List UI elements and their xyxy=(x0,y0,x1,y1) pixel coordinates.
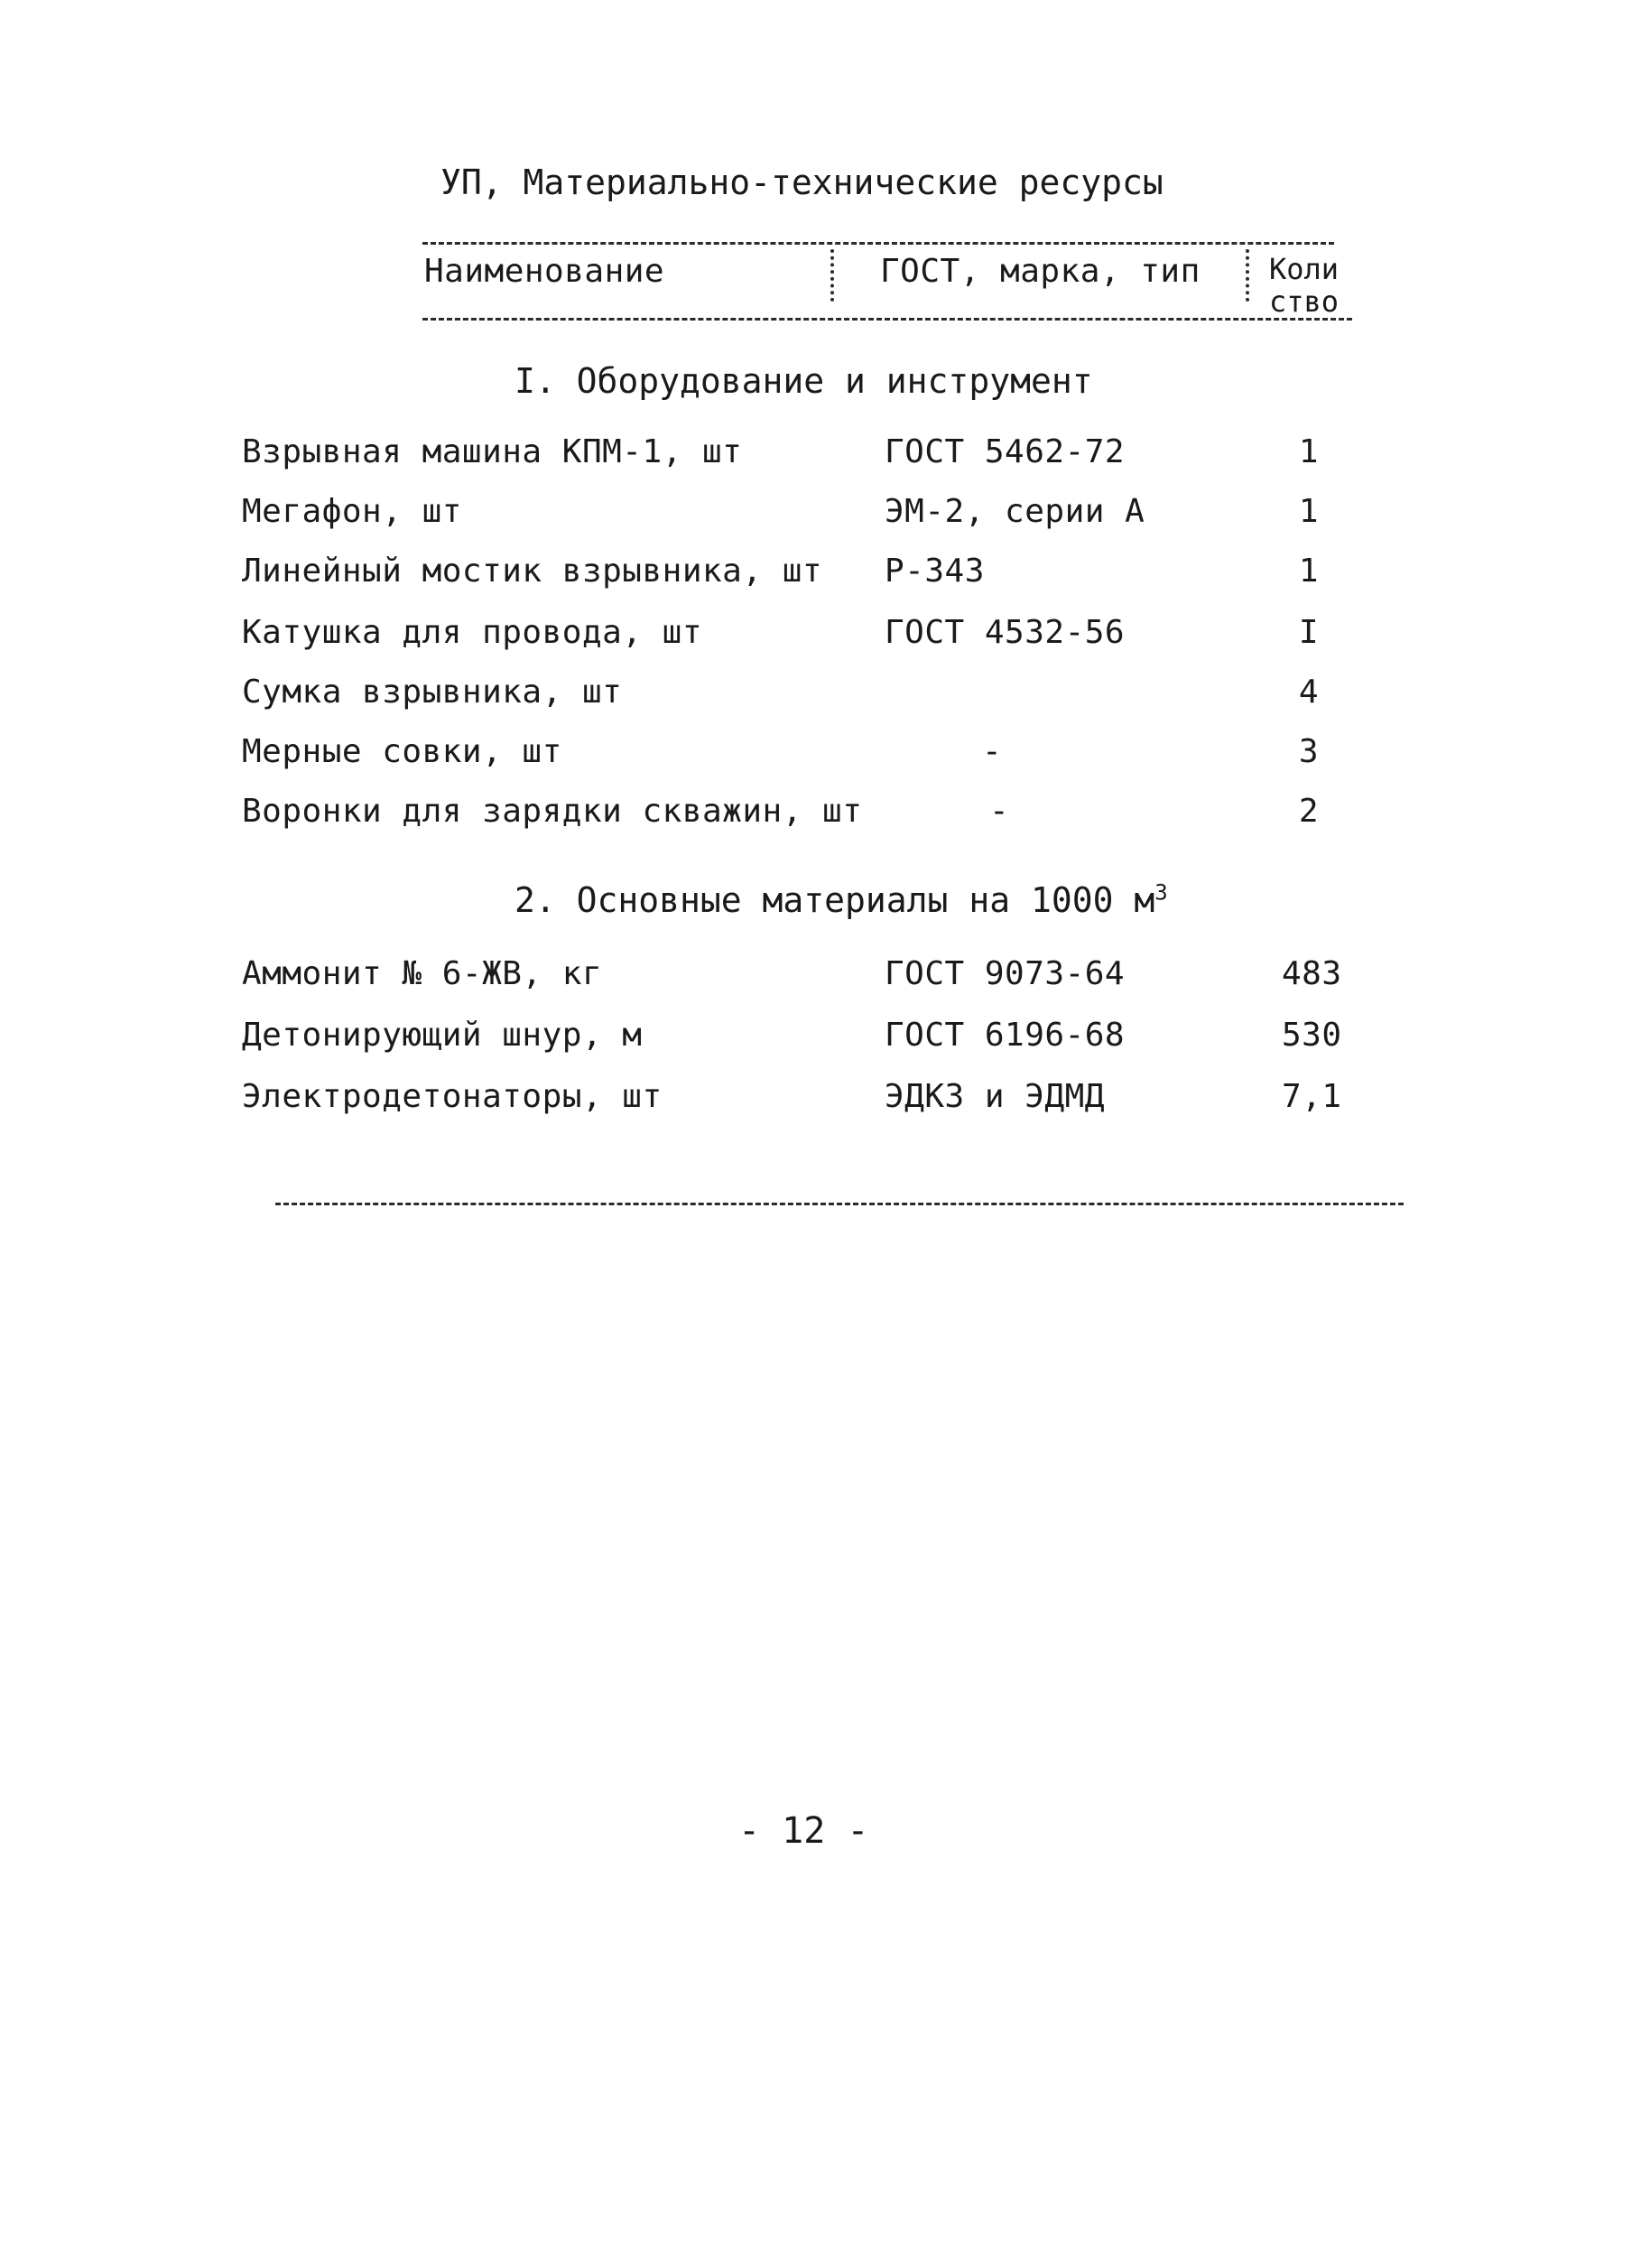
table-row-qty: 4 xyxy=(1298,674,1320,711)
table-row-name: Катушка для провода, шт xyxy=(242,614,702,651)
section-title-materials-text: 2. Основные материалы на 1000 м xyxy=(515,880,1155,920)
table-row-gost: - xyxy=(982,733,1003,770)
table-row-gost: ЭМ-2, серии А xyxy=(885,493,1145,530)
table-row-name: Линейный мостик взрывника, шт xyxy=(242,553,823,590)
column-header-quantity-line2: ство xyxy=(1269,284,1340,319)
table-row-qty: 1 xyxy=(1298,553,1320,590)
header-bottom-rule xyxy=(422,318,1352,321)
header-top-rule xyxy=(422,242,1334,245)
table-row-gost: ЭДКЗ и ЭДМД xyxy=(885,1078,1105,1115)
table-row-gost: ГОСТ 5462-72 xyxy=(885,433,1126,470)
page-title: УП, Материально-технические ресурсы xyxy=(440,163,1164,202)
table-row-qty: 7,1 xyxy=(1282,1078,1342,1115)
table-row-name: Воронки для зарядки скважин, шт xyxy=(242,793,863,830)
table-row-qty: 483 xyxy=(1282,955,1342,992)
table-row-gost: Р-343 xyxy=(885,553,985,590)
table-row-gost: ГОСТ 6196-68 xyxy=(885,1017,1126,1054)
superscript-cubic: 3 xyxy=(1154,879,1168,906)
table-row-name: Аммонит № 6-ЖВ, кг xyxy=(242,955,603,992)
table-row-name: Электродетонаторы, шт xyxy=(242,1078,663,1115)
table-row-name: Мерные совки, шт xyxy=(242,733,562,770)
table-row-gost: - xyxy=(989,793,1010,830)
section-title-equipment: I. Оборудование и инструмент xyxy=(515,361,1093,401)
table-row-qty: 530 xyxy=(1282,1017,1342,1054)
table-row-name: Взрывная машина КПМ-1, шт xyxy=(242,433,743,470)
table-row-name: Детонирующий шнур, м xyxy=(242,1017,643,1054)
table-row-qty: I xyxy=(1298,614,1320,651)
column-header-quantity xyxy=(1269,253,1341,318)
column-header-quantity-line1: Коли xyxy=(1269,252,1340,286)
section-title-materials xyxy=(515,880,1168,920)
table-row-qty: 1 xyxy=(1298,433,1320,470)
table-row-name: Сумка взрывника, шт xyxy=(242,674,623,711)
column-separator xyxy=(1246,249,1255,302)
table-row-qty: 1 xyxy=(1298,493,1320,530)
table-row-gost: ГОСТ 4532-56 xyxy=(885,614,1126,651)
table-row-qty: 2 xyxy=(1298,793,1320,830)
column-separator xyxy=(830,249,839,302)
table-end-rule xyxy=(275,1203,1404,1205)
table-row-name: Мегафон, шт xyxy=(242,493,462,530)
column-header-name: Наименование xyxy=(424,253,665,290)
table-row-qty: 3 xyxy=(1298,733,1320,770)
column-header-gost: ГОСТ, марка, тип xyxy=(880,253,1201,290)
table-row-gost: ГОСТ 9073-64 xyxy=(885,955,1126,992)
page-number: - 12 - xyxy=(738,1810,869,1852)
